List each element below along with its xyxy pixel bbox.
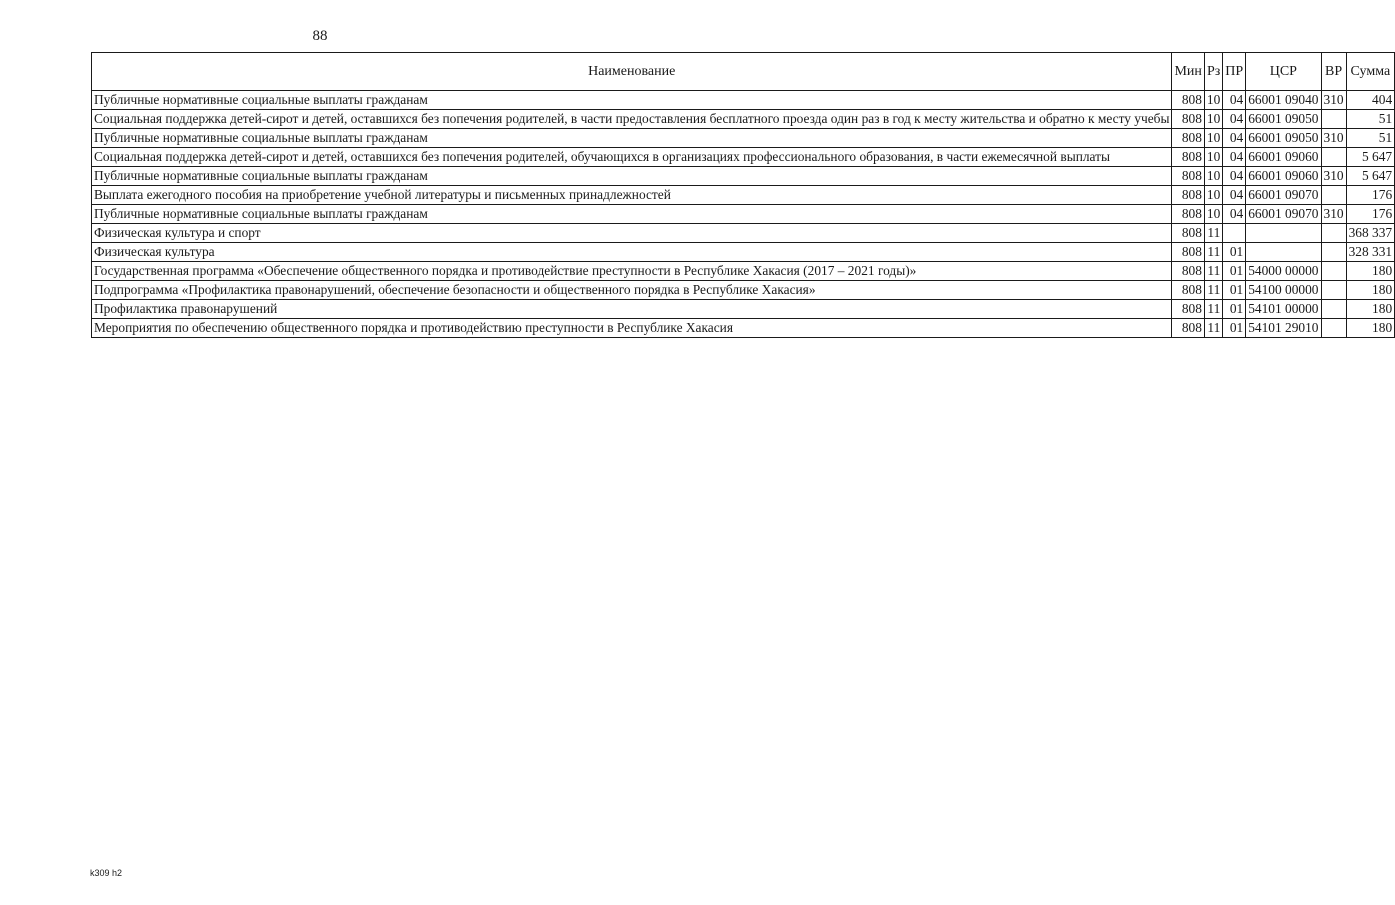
header-vr: ВР — [1321, 53, 1346, 91]
row-rz: 10 — [1204, 148, 1222, 167]
row-min: 808 — [1172, 224, 1204, 243]
row-min: 808 — [1172, 319, 1204, 338]
row-pr: 04 — [1223, 110, 1246, 129]
row-pr — [1223, 224, 1246, 243]
row-csr: 54100 00000 — [1246, 281, 1321, 300]
row-sum: 368 337 — [1346, 224, 1395, 243]
row-name: Подпрограмма «Профилактика правонарушений, обеспечение безопасности и общественного порядка в Республике Хакасия» — [92, 281, 1172, 300]
row-vr: 310 — [1321, 167, 1346, 186]
footer-code: k309 h2 — [90, 868, 123, 878]
row-vr — [1321, 281, 1346, 300]
row-min: 808 — [1172, 91, 1204, 110]
row-pr: 04 — [1223, 186, 1246, 205]
header-rz: Рз — [1204, 53, 1222, 91]
row-csr: 66001 09070 — [1246, 205, 1321, 224]
row-sum: 180 — [1346, 319, 1395, 338]
row-pr: 01 — [1223, 319, 1246, 338]
table-header-row — [92, 53, 1395, 91]
row-vr — [1321, 300, 1346, 319]
row-pr: 04 — [1223, 205, 1246, 224]
table-row — [92, 148, 1395, 167]
row-min: 808 — [1172, 281, 1204, 300]
row-name: Физическая культура — [92, 243, 1172, 262]
table-row — [92, 110, 1395, 129]
row-rz: 10 — [1204, 167, 1222, 186]
row-rz: 11 — [1204, 243, 1222, 262]
row-sum: 5 647 — [1346, 148, 1395, 167]
row-name: Профилактика правонарушений — [92, 300, 1172, 319]
row-csr: 54000 00000 — [1246, 262, 1321, 281]
row-vr — [1321, 110, 1346, 129]
row-min: 808 — [1172, 243, 1204, 262]
table-row — [92, 262, 1395, 281]
row-sum: 328 331 — [1346, 243, 1395, 262]
row-rz: 11 — [1204, 300, 1222, 319]
row-csr: 66001 09070 — [1246, 186, 1321, 205]
row-sum: 51 — [1346, 129, 1395, 148]
row-vr — [1321, 186, 1346, 205]
row-csr: 66001 09060 — [1246, 167, 1321, 186]
row-pr: 04 — [1223, 91, 1246, 110]
header-pr: ПР — [1223, 53, 1246, 91]
row-rz: 11 — [1204, 319, 1222, 338]
row-rz: 10 — [1204, 129, 1222, 148]
page-number: 88 — [312, 28, 328, 44]
row-min: 808 — [1172, 167, 1204, 186]
row-sum: 176 — [1346, 186, 1395, 205]
row-vr — [1321, 319, 1346, 338]
row-pr: 01 — [1223, 300, 1246, 319]
row-pr: 04 — [1223, 167, 1246, 186]
row-vr — [1321, 148, 1346, 167]
row-name: Социальная поддержка детей-сирот и детей, оставшихся без попечения родителей, в части предоставления бесплатного проезда один раз в год к месту жительства и обратно к месту учебы — [92, 110, 1172, 129]
row-rz: 11 — [1204, 262, 1222, 281]
row-name: Мероприятия по обеспечению общественного порядка и противодействию преступности в Республике Хакасия — [92, 319, 1172, 338]
row-name: Государственная программа «Обеспечение общественного порядка и противодействие преступности в Республике Хакасия (2017 – 2021 годы)» — [92, 262, 1172, 281]
table-row — [92, 319, 1395, 338]
row-sum: 180 — [1346, 262, 1395, 281]
row-pr: 01 — [1223, 281, 1246, 300]
row-min: 808 — [1172, 205, 1204, 224]
table-row — [92, 281, 1395, 300]
row-sum: 5 647 — [1346, 167, 1395, 186]
row-vr — [1321, 262, 1346, 281]
row-sum: 176 — [1346, 205, 1395, 224]
row-name: Публичные нормативные социальные выплаты гражданам — [92, 167, 1172, 186]
row-sum: 404 — [1346, 91, 1395, 110]
table-row — [92, 186, 1395, 205]
budget-table — [91, 52, 1395, 338]
row-vr: 310 — [1321, 91, 1346, 110]
row-csr: 54101 29010 — [1246, 319, 1321, 338]
row-name: Публичные нормативные социальные выплаты гражданам — [92, 205, 1172, 224]
row-vr — [1321, 243, 1346, 262]
row-sum: 180 — [1346, 300, 1395, 319]
header-sum: Сумма — [1346, 53, 1395, 91]
row-csr: 54101 00000 — [1246, 300, 1321, 319]
row-name: Физическая культура и спорт — [92, 224, 1172, 243]
table-row — [92, 129, 1395, 148]
header-min: Мин — [1172, 53, 1204, 91]
row-csr: 66001 09050 — [1246, 129, 1321, 148]
row-min: 808 — [1172, 129, 1204, 148]
table-row — [92, 224, 1395, 243]
header-csr: ЦСР — [1246, 53, 1321, 91]
row-min: 808 — [1172, 300, 1204, 319]
header-name: Наименование — [92, 53, 1172, 91]
row-sum: 51 — [1346, 110, 1395, 129]
row-csr — [1246, 224, 1321, 243]
row-vr: 310 — [1321, 129, 1346, 148]
row-min: 808 — [1172, 148, 1204, 167]
row-min: 808 — [1172, 262, 1204, 281]
row-rz: 10 — [1204, 186, 1222, 205]
row-vr — [1321, 224, 1346, 243]
row-sum: 180 — [1346, 281, 1395, 300]
row-min: 808 — [1172, 110, 1204, 129]
row-rz: 11 — [1204, 224, 1222, 243]
row-pr: 01 — [1223, 262, 1246, 281]
row-csr: 66001 09050 — [1246, 110, 1321, 129]
row-name: Публичные нормативные социальные выплаты гражданам — [92, 129, 1172, 148]
row-name: Публичные нормативные социальные выплаты гражданам — [92, 91, 1172, 110]
row-rz: 10 — [1204, 91, 1222, 110]
row-rz: 10 — [1204, 110, 1222, 129]
table-row — [92, 167, 1395, 186]
row-pr: 04 — [1223, 148, 1246, 167]
row-rz: 10 — [1204, 205, 1222, 224]
row-csr: 66001 09040 — [1246, 91, 1321, 110]
row-name: Выплата ежегодного пособия на приобретение учебной литературы и письменных принадлежностей — [92, 186, 1172, 205]
table-row — [92, 205, 1395, 224]
table-row — [92, 300, 1395, 319]
table-row — [92, 91, 1395, 110]
row-pr: 04 — [1223, 129, 1246, 148]
row-vr: 310 — [1321, 205, 1346, 224]
row-name: Социальная поддержка детей-сирот и детей, оставшихся без попечения родителей, обучающихся в организациях профессионального образования, в части ежемесячной выплаты — [92, 148, 1172, 167]
table-row — [92, 243, 1395, 262]
row-rz: 11 — [1204, 281, 1222, 300]
row-min: 808 — [1172, 186, 1204, 205]
row-csr — [1246, 243, 1321, 262]
row-pr: 01 — [1223, 243, 1246, 262]
row-csr: 66001 09060 — [1246, 148, 1321, 167]
